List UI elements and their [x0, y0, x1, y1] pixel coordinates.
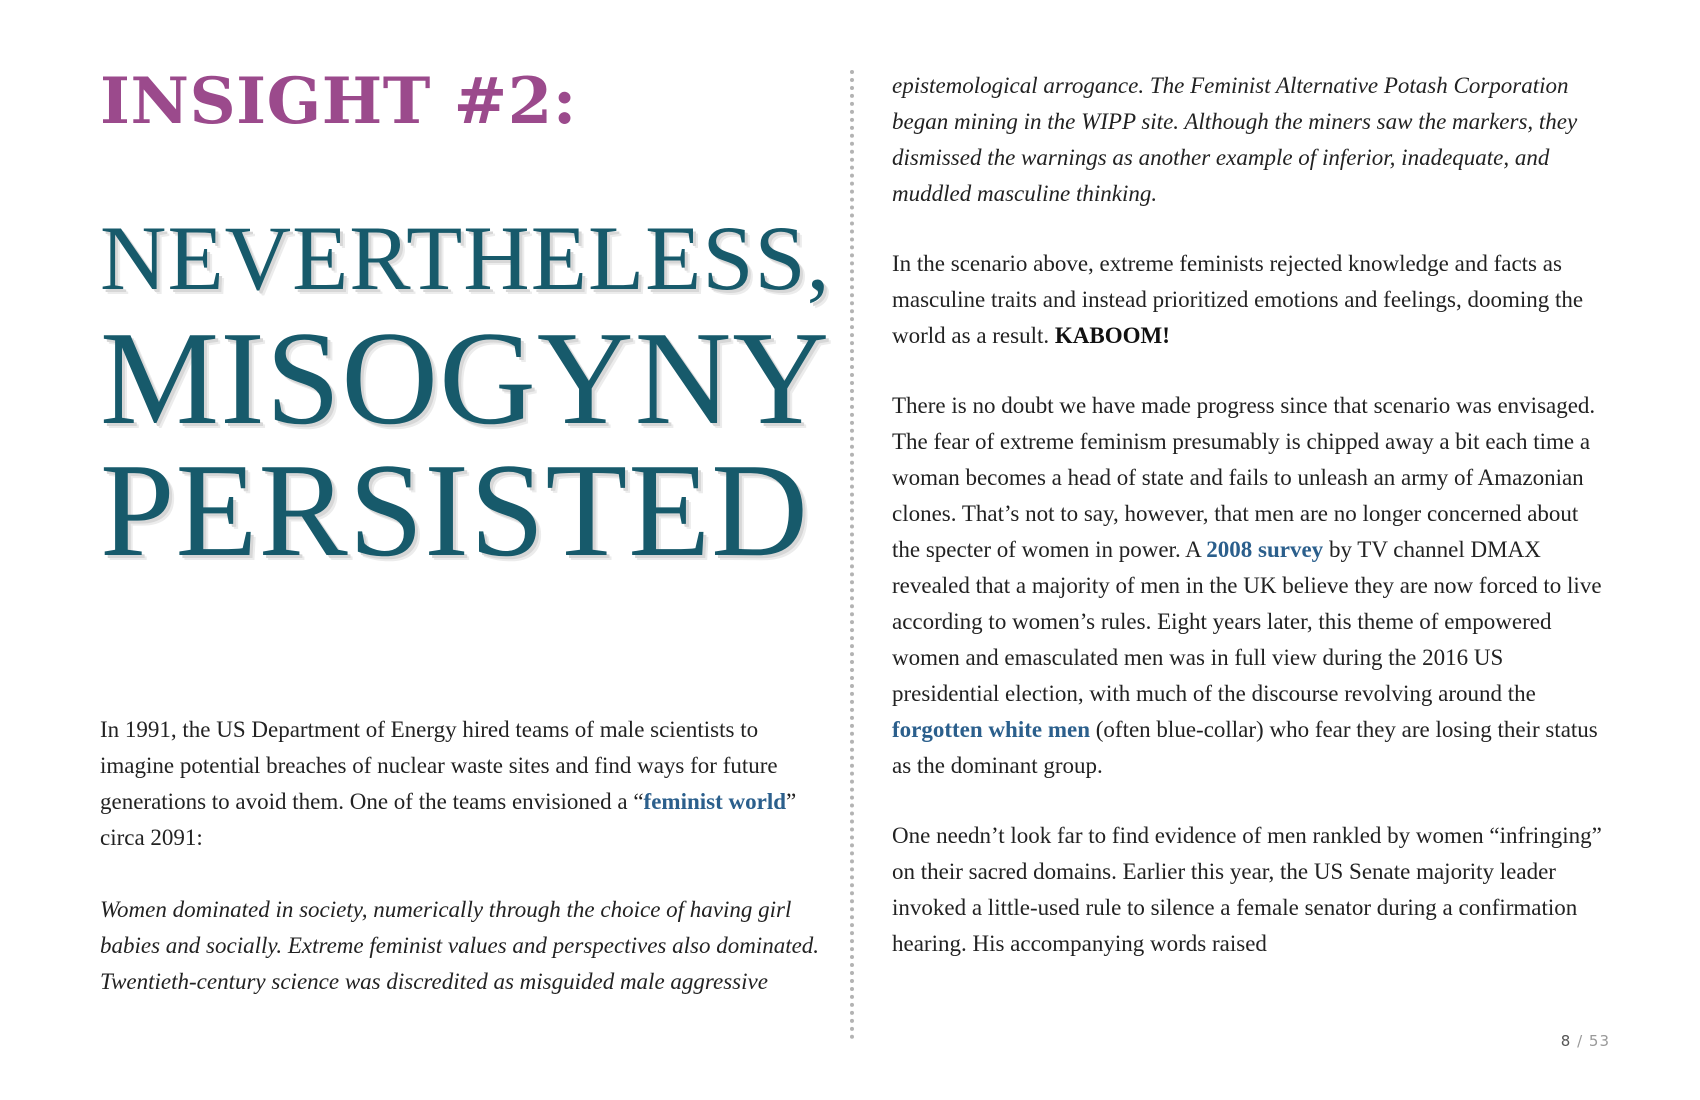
total-pages: 53 — [1588, 1032, 1610, 1050]
headline-line-1: NEVERTHELESS, — [100, 207, 831, 309]
survey-2008-link[interactable]: 2008 survey — [1206, 537, 1324, 562]
headline — [100, 204, 831, 584]
evidence-paragraph: One needn’t look far to find evidence of men rankled by women “infringing” on their sacred domains. Earlier this year, the US Senate majority leader invoked a little-used rule to silence a female senator during a confirmation hearing. His accompanying words raised — [892, 823, 1602, 956]
insight-label: INSIGHT #2: — [100, 64, 577, 139]
page-separator: / — [1571, 1032, 1589, 1050]
intro-text-2: ” circa 2091: — [100, 789, 797, 850]
progress-paragraph — [892, 388, 1612, 784]
intro-text-1: In 1991, the US Department of Energy hired teams of male scientists to imagine potential breaches of nuclear waste sites and find ways for future generations to avoid them. One of the teams envisioned a “ — [100, 717, 778, 814]
headline-line-3: PERSISTED — [100, 436, 809, 584]
feminist-world-link[interactable]: feminist world — [643, 789, 787, 814]
intro-paragraph — [100, 712, 830, 856]
progress-text-3: (often blue-collar) who fear they are losing their status as the dominant group. — [892, 717, 1598, 778]
forgotten-white-men-link[interactable]: forgotten white men — [892, 717, 1091, 742]
right-column — [892, 68, 1612, 996]
quote-block-right: epistemological arrogance. The Feminist Alternative Potash Corporation began mining in the WIPP site. Although the miners saw the markers, they dismissed the warnings as another example of inferior, inadequate, and muddled masculine thinking. — [892, 73, 1578, 206]
page-number — [1460, 1032, 1610, 1050]
progress-text-1: There is no doubt we have made progress since that scenario was envisaged. The fear of extreme feminism presumably is chipped away a bit each time a woman becomes a head of state and fails to unleash an army of Amazonian clones. That’s not to say, however, that men are no longer concerned about the specter of women in power. A — [892, 393, 1596, 562]
scenario-text: In the scenario above, extreme feminists rejected knowledge and facts as masculine traits and instead prioritized emotions and feelings, dooming the world as a result. — [892, 251, 1584, 348]
progress-text-2: by TV channel DMAX revealed that a majority of men in the UK believe they are now forced to live according to women’s rules. Eight years later, this theme of empowered women and emasculated men was in full view during the 2016 US presidential election, with much of the discourse revolving around the — [892, 537, 1602, 706]
headline-line-2: MISOGYNY — [100, 304, 831, 452]
left-column — [100, 62, 830, 1022]
current-page: 8 — [1560, 1032, 1572, 1050]
quote-block-left: Women dominated in society, numerically through the choice of having girl babies and socially. Extreme feminist values and perspectives also dominated. Twentieth-century science was discredited as misguided male aggressive — [100, 897, 820, 994]
column-divider — [850, 70, 854, 1040]
scenario-paragraph — [892, 246, 1612, 354]
kaboom-emphasis: KABOOM! — [1054, 323, 1170, 348]
